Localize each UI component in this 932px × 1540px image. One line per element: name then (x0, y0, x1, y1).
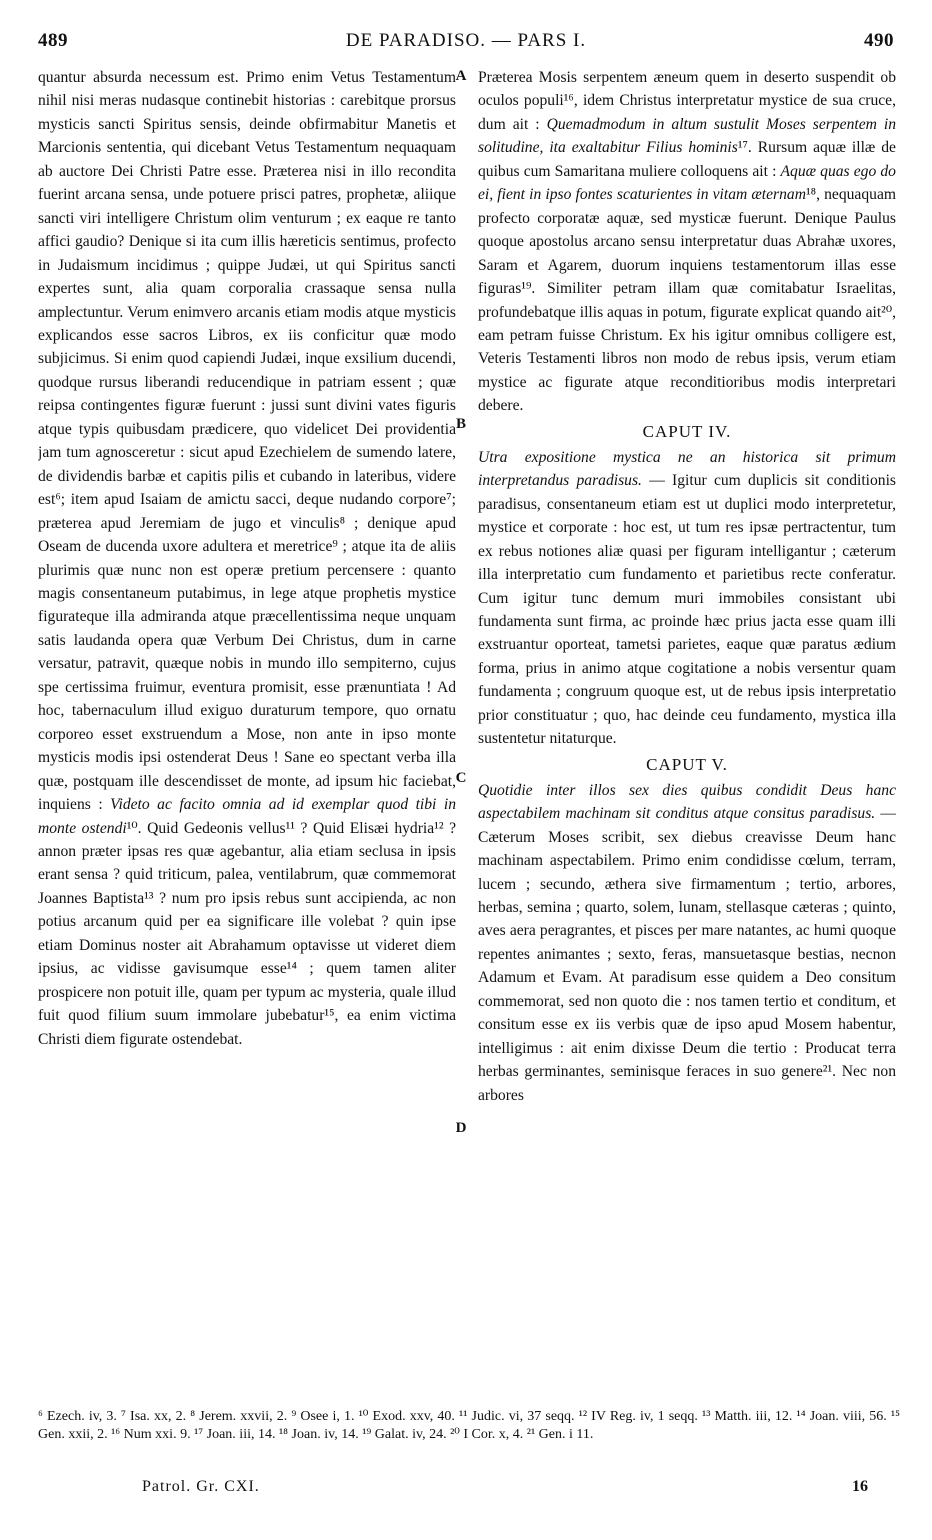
gathering-number: 16 (852, 1478, 868, 1495)
margin-letter-a: A (455, 68, 467, 84)
caput-iv-text: — Igitur cum duplicis sit conditionis paradisus, consentaneum etiam est ut duplici modo interpretetur, mystice et corporate : hoc est, ut tum res ipsæ pertractentur, tum ex rebus notiones aliæ quasi per figuram intelligantur ; cæterum illa interpretatio cum fundamento et parietibus recte conferatur. Cum igitur tunc demum muri immobiles consistant ubi fundamenta sunt firma, ac proinde hæc prius jacta esse quam illi exstruantur oporteat, tametsi parietes, eaque quæ paratus ædium forma, prius in animo atque cogitatione a nobis versentur quam fundamenta ; congruum quoque est, ut de rebus ipsis interpretatio prior constituatur ; quo, hac deinde ceu fundamento, mystica illa sustentetur nitaturque. (478, 472, 896, 748)
left-page-number: 489 (38, 30, 68, 51)
margin-letter-c: C (455, 770, 467, 786)
right-page-number: 490 (864, 30, 894, 51)
right-quote-d: Aquæ quas ego do ei, fient in ipso fontes scaturientes in vitam æternam (478, 162, 896, 204)
caput-v-heading: CAPUT V. (646, 754, 728, 774)
right-column (478, 66, 896, 1396)
footnotes: ⁶ Ezech. iv, 3. ⁷ Isa. xx, 2. ⁸ Jerem. xxvii, 2. ⁹ Osee i, 1. ¹⁰ Exod. xxv, 40. ¹¹ Judic. vi, 37 seqq. ¹² IV Reg. iv, 1 seqq. ¹³ Matth. iii, 12. ¹⁴ Joan. viii, 56. ¹⁵ Gen. xxii, 2. ¹⁶ Num xxi. 9. ¹⁷ Joan. iii, 14. ¹⁸ Joan. iv, 14. ¹⁹ Galat. iv, 24. ²⁰ I Cor. x, 4. ²¹ Gen. i 11. (38, 1409, 900, 1442)
right-paragraph-1 (478, 66, 896, 418)
caput-v-paragraph (478, 779, 896, 1107)
running-title: DE PARADISO. — PARS I. (345, 30, 587, 51)
caput-iv-paragraph (478, 446, 896, 751)
caput-iv-summary: Utra expositione mystica ne an historica sit primum interpretandus paradisus. (478, 448, 896, 490)
caput-v-summary: Quotidie inter illos sex dies quibus condidit Deus hanc aspectabilem machinam sit conditus atque consitus paradisus. (478, 781, 896, 823)
margin-letter-d: D (455, 1120, 467, 1136)
left-text-quote: Videto ac facito omnia ad id exemplar quod tibi in monte ostendi (38, 796, 456, 837)
right-text-c: ¹⁷. Rursum aquæ illæ de quibus cum Samaritana muliere colloquens ait : (478, 139, 896, 180)
page-header (38, 30, 894, 60)
signature-mark: Patrol. Gr. CXI. (142, 1478, 260, 1495)
margin-letter-b: B (455, 416, 466, 432)
left-column (38, 66, 456, 1396)
right-text-e: ¹⁸, nequaquam profecto corporatæ aquæ, sed mysticæ fuerunt. Denique Paulus quoque apostolus arcano sensu interpretatur duas Abrahæ uxores, Saram et Agarem, duorum inquiens testamentorum illas esse figuras¹⁹. Similiter petram illam quæ comitabatur Israelitas, profundebatque illis aquas in potum, figurate explicat quando ait²⁰, eam petram fuisse Christum. Ex his igitur omnibus colligere est, Veteris Testamenti libros non modo de rebus ipsis, verum etiam mystice ac figurate atque reconditioribus modis interpretari debere. (478, 186, 896, 415)
right-quote-b: Quemadmodum in altum sustulit Moses serpentem in solitudine, ita exaltabitur Filius hominis (478, 115, 896, 157)
caput-v-text: — Cæterum Moses scribit, sex diebus creavisse Deum hanc machinam aspectabilem. Primo enim condidisse cœlum, terram, lucem ; secundo, æthera sive firmamentum ; tertio, arbores, herbas, semina ; quarto, solem, lunam, stellasque cæteras ; quinto, aves aera peragrantes, et pisces per mare natantes, ac humi quoque repentes animantes ; sexto, feras, mansuetasque bestias, necnon Adamum et Evam. At paradisum esse quidem a Deo consitum commemorat, sed non quoto die : nos tamen tertio et conditum, et consitum esse ex iis verbis quæ de ipso apud Mosem habentur, intelligimus : ait enim dixisse Deum die tertio : Producat terra herbas germinantes, seminisque feraces in suo genere²¹. Nec non arbores (478, 805, 896, 1104)
left-text-part-1: quantur absurda necessum est. Primo enim Vetus Testamentum nihil nisi meras nudasque continebit historias : carebitque prorsus mysticis sancti Spiritus sensis, deinde obfirmabitur Manetis et Marcionis sententia, qui dicebant Vetus Testamentum nequaquam ab auctore Dei Christi Patre esse. Præterea nisi in illo recondita fuerint arcana sensa, unde potuere prisci patres, prophetæ, aliique sancti viri intelligere Christum olim venturum ; ex eaque re tanto affici gaudio? Denique si ita cum illis hæreticis sentimus, profecto in Judaismum incidimus ; quippe Judæi, ut qui Spiritus sancti expertes sunt, alia quam corporalia crassaque sensa nulla amplectuntur. Verum enimvero arcanis etiam modis atque mysticis explicandos esse sacros Libros, ex iis conficitur quæ modo subjicimus. Si enim quod capiendi Judæi, inque exsilium ducendi, quodque rursus liberandi reducendique in patriam essent ; quæ reipsa contingentes figuræ fuerunt : jussi sunt divini vates figuris atque typis quibusdam prædicere, quo videlicet Dei providentia jam tum agnosceretur : sicut apud Ezechielem de sumendo latere, de dividendis barbæ et capitis pilis et cubando in lateribus, videre est⁶; item apud Isaiam de amictu sacci, deque nudando corpore⁷; præterea apud Jeremiam de jugo et vinculis⁸ ; denique apud Oseam de ducenda uxore adultera et meretrice⁹ ; atque ita de aliis plurimis quæ nunc non est operæ pretium percensere : quanto magis consentaneum putabimus, in lege atque prophetis mystice figurateque illa admiranda atque præcellentissima neque unquam satis laudanda opera quæ Verbum Dei Christus, dum in carne versatur, patravit, quæque nobis in mundo illo sempiterno, cujus spe certissima fruimur, eventura promisit, esse prænuntiata ! Ad hoc, tabernaculum illud exiguo duraturum tempore, quo ornatu corporeo esset exstruendum a Mose, non ante in ipso monte mysticis modis ipsi ostenderat Deus ! Sane eo spectant verba illa quæ, postquam ille descendisset de monte, ad ipsum hic faciebat, inquiens : (38, 69, 456, 814)
left-column-text (38, 66, 456, 1051)
right-text-a: Præterea Mosis serpentem æneum quem in deserto suspendit ob oculos populi¹⁶, idem Christus interpretatur mystice de sua cruce, dum ait : (478, 69, 896, 133)
page-footer (38, 1478, 894, 1502)
caput-iv-heading: CAPUT IV. (642, 421, 732, 441)
left-text-part-2: ¹⁰. Quid Gedeonis vellus¹¹ ? Quid Elisæi hydria¹² ? annon præter ipsas res quæ agebantur, alia etiam seclusa in ipsis erant sensa ? quid triticum, palea, ventilabrum, quæ commemorat Joannes Baptista¹³ ? num pro ipsis rebus sunt accipienda, ac non potius arcanum quid per ea significare ille volebat ? quin ipse etiam Dominus noster ait Abrahamum optavisse ut videret diem ipsius, ac vidisse gavisumque esse¹⁴ ; quem tamen aliter prospicere non potuit ille, quam per typum ac mysteria, quale illud fuit quod filium suum immolare jubebatur¹⁵, ea enim victima Christi diem figurate ostendebat. (38, 819, 456, 1048)
